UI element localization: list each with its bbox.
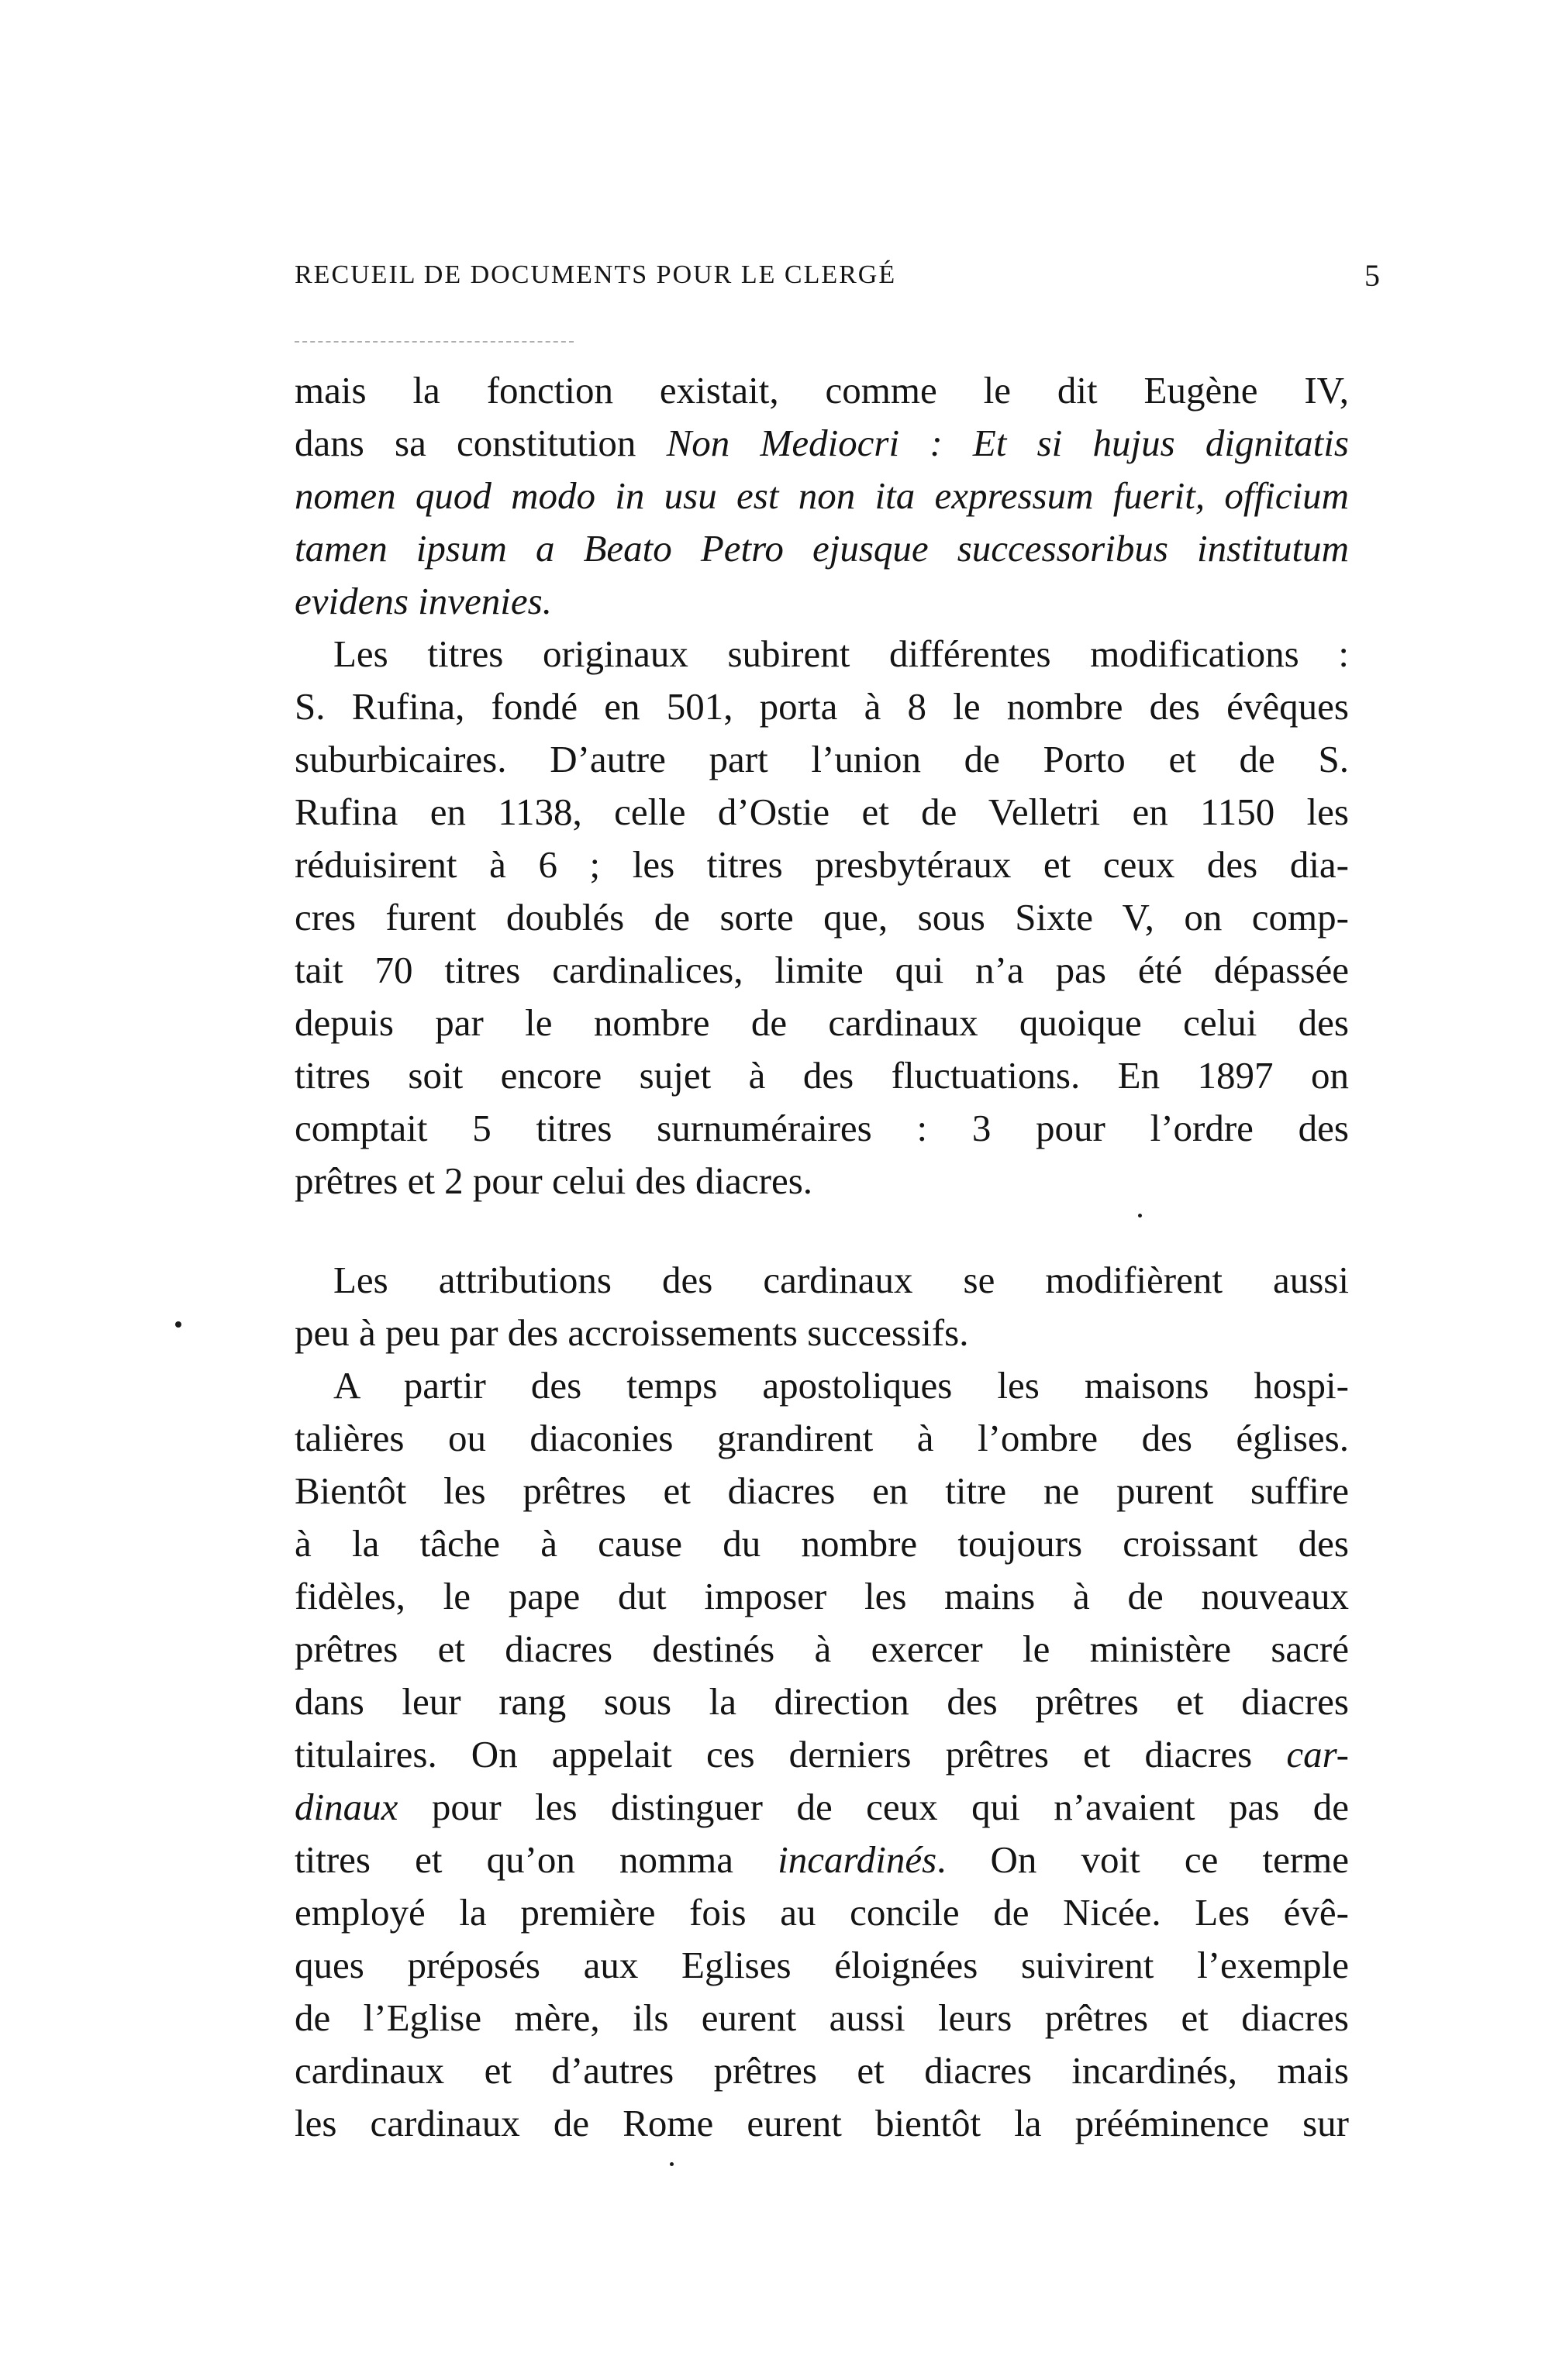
text-line: Les titres originaux subirent différentes modifications : xyxy=(333,632,1349,675)
paragraph-attributions xyxy=(295,1254,1349,1359)
text-line xyxy=(295,1728,1349,1781)
text-line: tait 70 titres cardinalices, limite qui n’a pas été dépassée xyxy=(295,949,1349,991)
text-line xyxy=(295,522,1349,575)
text-line: fidèles, le pape dut imposer les mains à de nouveaux xyxy=(295,1575,1349,1617)
text-line: titres soit encore sujet à des fluctuations. En 1897 on xyxy=(295,1054,1349,1097)
text-line: cres furent doublés de sorte que, sous Sixte V, on comp- xyxy=(295,896,1349,939)
text-line: suburbicaires. D’autre part l’union de Porto et de S. xyxy=(295,738,1349,780)
text-line: Bientôt les prêtres et diacres en titre ne purent suffire xyxy=(295,1469,1349,1512)
text-line: comptait 5 titres surnuméraires : 3 pour l’ordre des xyxy=(295,1107,1349,1149)
text-line: dans leur rang sous la direction des prêtres et diacres xyxy=(295,1680,1349,1723)
running-header xyxy=(295,254,1380,301)
text-line: S. Rufina, fondé en 501, porta à 8 le nombre des évêques xyxy=(295,685,1349,728)
text-line xyxy=(295,1834,1349,1886)
text-line: depuis par le nombre de cardinaux quoique celui des xyxy=(295,1001,1349,1044)
latin-quote: Non Mediocri : Et si hujus dignitatis xyxy=(666,422,1349,464)
italic-term: dinaux xyxy=(295,1786,398,1828)
text-run: dans sa constitution xyxy=(295,422,667,464)
page-number: 5 xyxy=(1364,258,1380,293)
text-line: ques préposés aux Eglises éloignées suivirent l’exemple xyxy=(295,1944,1349,1986)
text-line: employé la première fois au concile de Nicée. Les évê- xyxy=(295,1891,1349,1934)
italic-term: incardinés xyxy=(778,1838,937,1881)
text-line xyxy=(295,575,1349,628)
text-run: . On voit ce terme xyxy=(936,1838,1349,1881)
ink-speck xyxy=(175,1321,181,1328)
text-run: titres et qu’on nomma xyxy=(295,1838,778,1881)
text-line: Les attributions des cardinaux se modifièrent aussi xyxy=(333,1259,1349,1301)
text-line xyxy=(295,1781,1349,1834)
text-line: Rufina en 1138, celle d’Ostie et de Velletri en 1150 les xyxy=(295,790,1349,833)
text-line: les cardinaux de Rome eurent bientôt la prééminence sur xyxy=(295,2102,1349,2144)
text-line xyxy=(295,470,1349,522)
text-line: réduisirent à 6 ; les titres presbytéraux et ceux des dia- xyxy=(295,843,1349,886)
paragraph-continuation xyxy=(295,364,1349,628)
text-line: prêtres et 2 pour celui des diacres. xyxy=(295,1159,813,1202)
italic-term: car- xyxy=(1286,1733,1349,1776)
header-title: RECUEIL DE DOCUMENTS POUR LE CLERGÉ xyxy=(295,260,897,289)
text-run: pour les distinguer de ceux qui n’avaient pas de xyxy=(398,1786,1349,1828)
ink-speck xyxy=(1138,1214,1142,1218)
ink-speck xyxy=(670,2162,674,2166)
text-line: prêtres et diacres destinés à exercer le ministère sacré xyxy=(295,1627,1349,1670)
text-line: à la tâche à cause du nombre toujours croissant des xyxy=(295,1522,1349,1565)
paragraph-titles xyxy=(295,628,1349,1207)
section-gap xyxy=(295,1207,1349,1254)
text-line: de l’Eglise mère, ils eurent aussi leurs prêtres et diacres xyxy=(295,1996,1349,2039)
text-line xyxy=(295,417,1349,470)
text-line: A partir des temps apostoliques les maisons hospi- xyxy=(333,1364,1349,1407)
latin-quote: tamen ipsum a Beato Petro ejusque successoribus institutum xyxy=(295,527,1349,570)
text-line: mais la fonction existait, comme le dit Eugène IV, xyxy=(295,369,1349,412)
latin-quote: nomen quod modo in usu est non ita expressum fuerit, officium xyxy=(295,474,1349,517)
text-run: titulaires. On appelait ces derniers prêtres et diacres xyxy=(295,1733,1287,1776)
text-line: peu à peu par des accroissements successifs. xyxy=(295,1311,969,1354)
text-line: talières ou diaconies grandirent à l’ombre des églises. xyxy=(295,1417,1349,1459)
text-line: cardinaux et d’autres prêtres et diacres incardinés, mais xyxy=(295,2049,1349,2092)
paragraph-history xyxy=(295,1359,1349,2150)
header-rule xyxy=(295,341,574,343)
latin-quote: evidens invenies. xyxy=(295,580,552,622)
body-text xyxy=(295,364,1349,2150)
